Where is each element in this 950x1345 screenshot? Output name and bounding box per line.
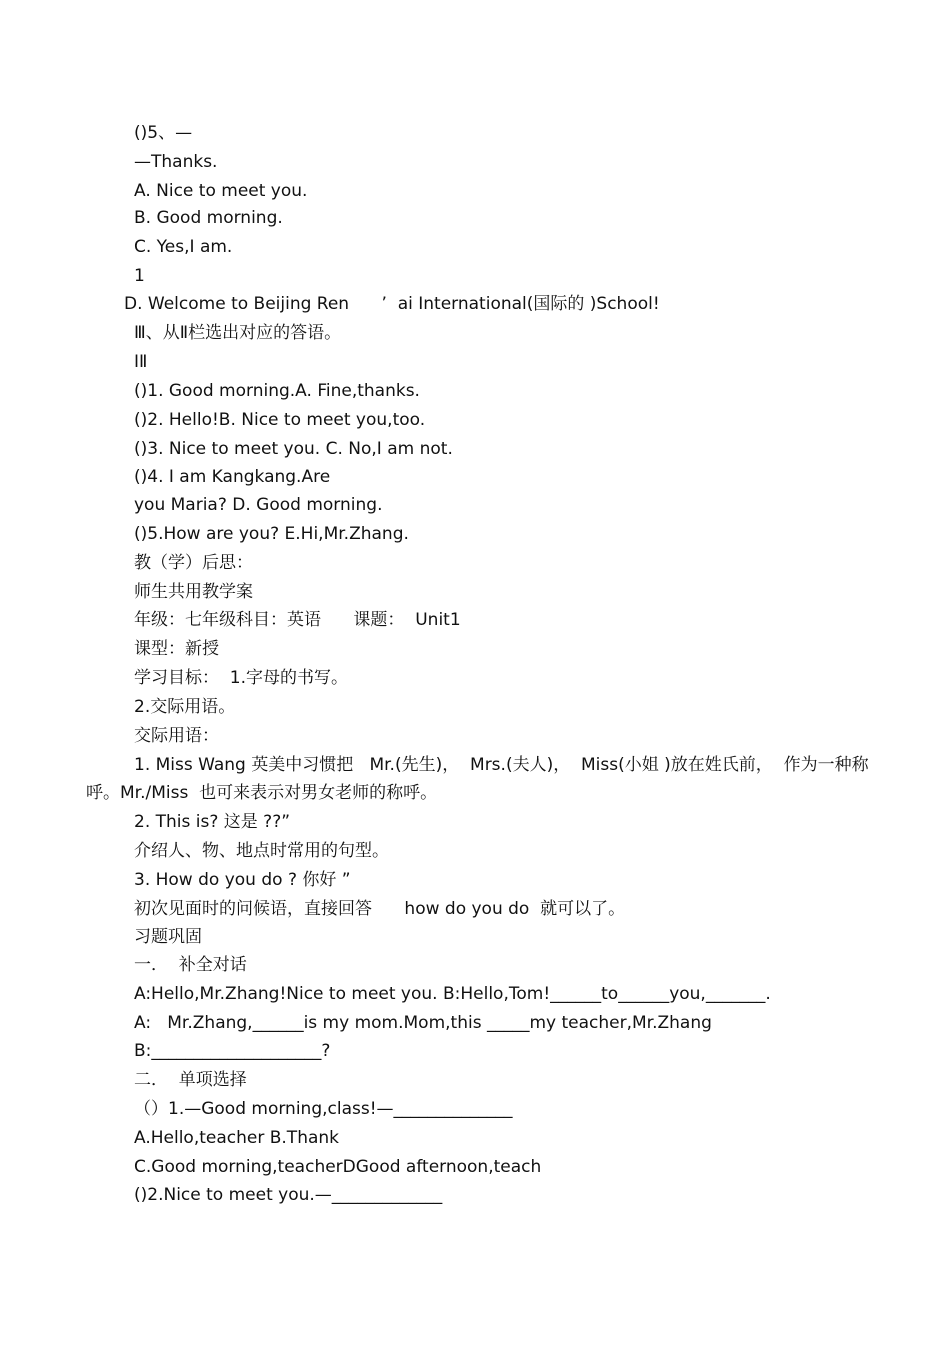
option-a: A. Nice to meet you. xyxy=(134,181,308,201)
match-item-3: ()3. Nice to meet you. C. No,I am not. xyxy=(134,439,453,459)
phrases-heading: 交际用语： xyxy=(134,726,219,746)
lesson-type: 课型：新授 xyxy=(134,639,219,659)
match-item-2: ()2. Hello!B. Nice to meet you,too. xyxy=(134,410,426,430)
course-info: 年级：七年级科目：英语 课题： Unit1 xyxy=(134,610,461,630)
learning-goal-1: 学习目标： 1.字母的书写。 xyxy=(134,668,349,688)
part-2-heading: 二． 单项选择 xyxy=(134,1070,247,1090)
option-c: C. Yes,I am. xyxy=(134,237,233,257)
note-2: 2. This is? 这是 ??” xyxy=(134,812,291,832)
part-1-heading: 一． 补全对话 xyxy=(134,955,247,975)
dialogue-line-3: B:____________________? xyxy=(134,1041,331,1061)
note-3-explain: 初次见面时的问候语，直接回答 how do you do 就可以了。 xyxy=(134,899,626,919)
dialogue-line-2: A: Mr.Zhang,______is my mom.Mom,this _____my teacher,Mr.Zhang xyxy=(134,1013,712,1033)
dialogue-line-1: A:Hello,Mr.Zhang!Nice to meet you. B:Hello,Tom!______to______you,_______. xyxy=(134,984,771,1004)
learning-goal-2: 2.交际用语。 xyxy=(134,697,236,717)
choice-options-1a: A.Hello,teacher B.Thank xyxy=(134,1128,340,1148)
note-1-cont: 呼。Mr./Miss 也可来表示对男女老师的称呼。 xyxy=(86,783,438,803)
choice-options-1b: C.Good morning,teacherDGood afternoon,teach xyxy=(134,1157,542,1177)
match-item-5: ()5.How are you? E.Hi,Mr.Zhang. xyxy=(134,524,409,544)
reflection-label: 教（学）后思： xyxy=(134,553,253,573)
choice-question-1: （）1.—Good morning,class!—______________ xyxy=(134,1099,513,1119)
match-item-1: ()1. Good morning.A. Fine,thanks. xyxy=(134,381,420,401)
note-1: 1. Miss Wang 英美中习惯把 Mr.(先生)， Mrs.(夫人)， Miss(小姐 )放在姓氏前， 作为一种称 xyxy=(134,755,869,775)
option-d: D. Welcome to Beijing Ren ’ ai International(国际的 )School! xyxy=(124,294,660,314)
page-number: 1 xyxy=(134,266,145,286)
column-headers: ⅠⅡ xyxy=(134,352,148,372)
section-3-heading: Ⅲ、从Ⅱ栏选出对应的答语。 xyxy=(134,323,342,343)
question-5-response: —Thanks. xyxy=(134,152,218,172)
choice-question-2: ()2.Nice to meet you.—_____________ xyxy=(134,1185,443,1205)
option-b: B. Good morning. xyxy=(134,208,283,228)
question-5-stem: ()5、— xyxy=(134,123,193,143)
match-item-4-cont: you Maria? D. Good morning. xyxy=(134,495,383,515)
note-2-explain: 介绍人、物、地点时常用的句型。 xyxy=(134,841,389,861)
plan-title: 师生共用教学案 xyxy=(134,582,253,602)
exercise-heading: 习题巩固 xyxy=(134,927,202,947)
match-item-4: ()4. I am Kangkang.Are xyxy=(134,467,331,487)
note-3: 3. How do you do ? 你好 ” xyxy=(134,870,351,890)
